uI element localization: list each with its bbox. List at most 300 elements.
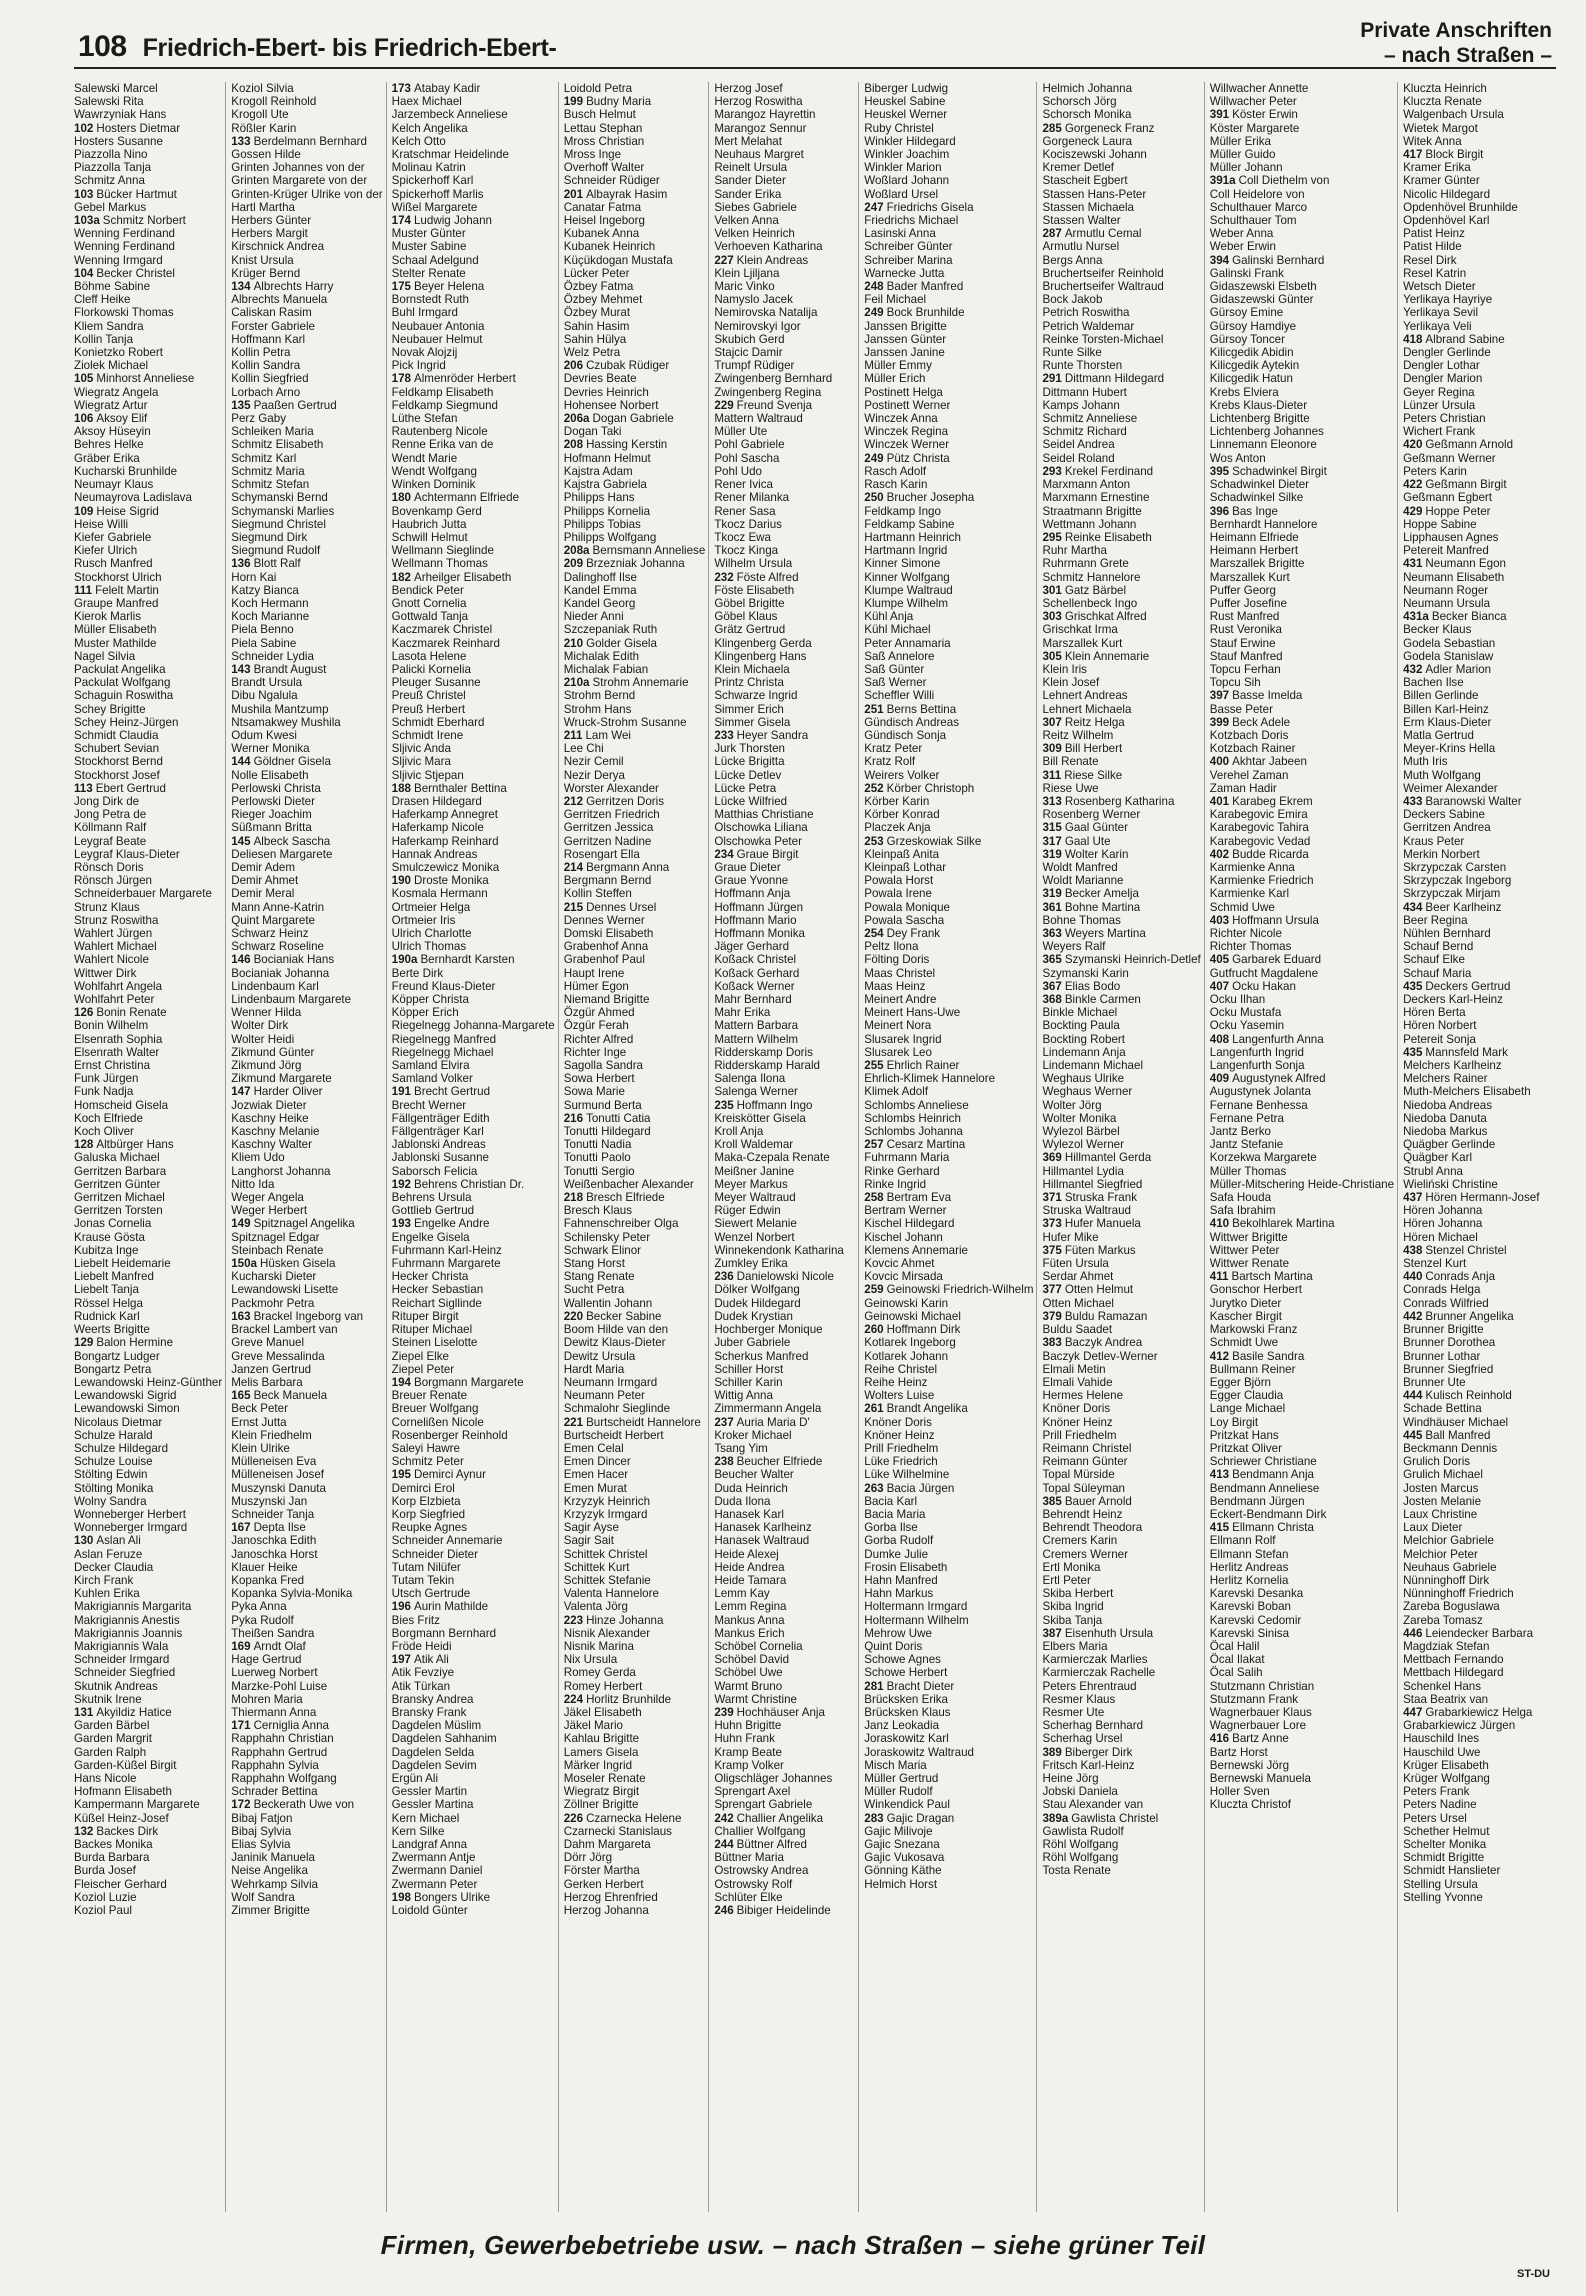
resident-entry: Bill Renate bbox=[1042, 755, 1099, 769]
resident-entry: Billen Gerlinde bbox=[1403, 689, 1479, 703]
house-number: 106 bbox=[74, 412, 94, 426]
resident-name: Hillmantel Gerda bbox=[1064, 1151, 1152, 1165]
resident-entry bbox=[564, 1693, 706, 1706]
resident-name: Dennes Ursel bbox=[586, 900, 657, 914]
resident-entry: Stassen Hans-Peter bbox=[1042, 187, 1147, 201]
resident-entry: Kroll Anja bbox=[714, 1125, 764, 1139]
resident-entry bbox=[864, 1138, 1033, 1151]
resident-entry: Sahin Hasim bbox=[563, 319, 630, 333]
page-number: 108 bbox=[78, 30, 127, 63]
resident-entry: Hillmantel Siegfried bbox=[1042, 1177, 1143, 1191]
resident-entry: Gerritzen Michael bbox=[74, 1191, 165, 1205]
resident-entry: Wendt Marie bbox=[391, 451, 458, 465]
resident-name: Achtermann Elfriede bbox=[413, 491, 520, 505]
resident-name: Schmitz Norbert bbox=[102, 214, 186, 228]
resident-entry: Stauf Manfred bbox=[1209, 649, 1283, 663]
resident-entry bbox=[1042, 835, 1200, 848]
resident-entry: Buhl Irmgard bbox=[391, 306, 459, 320]
house-number: 113 bbox=[74, 781, 93, 795]
resident-entry: Gonschor Herbert bbox=[1209, 1283, 1302, 1297]
resident-entry: Huhn Frank bbox=[714, 1732, 775, 1746]
resident-entry: Winkler Joachim bbox=[864, 148, 950, 162]
resident-entry bbox=[1042, 1627, 1200, 1640]
resident-entry: Pritzkat Oliver bbox=[1209, 1441, 1282, 1455]
resident-entry: Wolter Monika bbox=[1042, 1111, 1117, 1125]
resident-entry: Karabegovic Tahira bbox=[1209, 821, 1309, 835]
resident-entry: Hoffmann Karl bbox=[231, 332, 306, 346]
resident-entry: Helmich Johanna bbox=[1042, 82, 1133, 95]
resident-entry: Lünzer Ursula bbox=[1403, 398, 1476, 412]
resident-entry: Pohl Udo bbox=[714, 464, 763, 478]
resident-entry: Dörr Jörg bbox=[563, 1851, 613, 1865]
resident-entry: Pyka Anna bbox=[231, 1600, 287, 1614]
resident-name: Bücker Hartmut bbox=[96, 187, 177, 201]
resident-entry: Beck Peter bbox=[231, 1402, 288, 1416]
resident-entry bbox=[714, 848, 855, 861]
resident-name: Beck Manuela bbox=[253, 1389, 328, 1403]
resident-entry: Koziol Silvia bbox=[231, 82, 294, 95]
resident-entry: Saß Günter bbox=[864, 662, 925, 676]
resident-entry: Linnemann Eleonore bbox=[1209, 438, 1317, 452]
resident-entry: Bibaj Fatjon bbox=[231, 1811, 293, 1825]
resident-entry: Funk Jürgen bbox=[74, 1072, 139, 1086]
resident-entry: Stelter Renate bbox=[391, 266, 466, 280]
resident-entry: Rapphahn Sylvia bbox=[231, 1758, 319, 1772]
resident-entry: Mert Melahat bbox=[714, 134, 782, 148]
house-number: 199 bbox=[563, 95, 584, 109]
resident-entry: Welz Petra bbox=[563, 346, 621, 360]
resident-entry bbox=[231, 557, 382, 570]
resident-entry: Katzy Bianca bbox=[231, 583, 299, 597]
resident-entry: Grulich Doris bbox=[1403, 1455, 1471, 1469]
resident-name: Golder Gisela bbox=[586, 636, 657, 650]
resident-entry: Schmitz Stefan bbox=[231, 478, 310, 492]
resident-entry: Peters Frank bbox=[1403, 1785, 1470, 1799]
resident-name: Cerniglia Anna bbox=[253, 1719, 329, 1733]
resident-entry: Grabarkiewicz Jürgen bbox=[1403, 1719, 1516, 1733]
resident-entry: Karabegovic Vedad bbox=[1209, 834, 1311, 848]
resident-entry: Utsch Gertrude bbox=[391, 1587, 471, 1601]
resident-entry: Klein Iris bbox=[1042, 662, 1087, 676]
resident-entry: Wolter Dirk bbox=[231, 1019, 289, 1033]
house-number: 417 bbox=[1403, 148, 1423, 162]
resident-entry: Fällgenträger Karl bbox=[391, 1125, 484, 1139]
resident-entry: Pleuger Susanne bbox=[391, 676, 481, 690]
resident-entry: Wahlert Nicole bbox=[74, 953, 149, 967]
resident-entry: Schlombs Johanna bbox=[864, 1125, 963, 1139]
resident-name: Berns Bettina bbox=[886, 702, 957, 716]
house-number: 145 bbox=[231, 834, 251, 848]
resident-entry: Müller Guido bbox=[1209, 148, 1276, 162]
house-number: 293 bbox=[1042, 464, 1062, 478]
resident-entry: Stauf Erwine bbox=[1209, 636, 1276, 650]
house-number: 283 bbox=[864, 1811, 884, 1825]
resident-entry: Schneider Lydia bbox=[231, 649, 314, 663]
resident-entry: Otten Michael bbox=[1042, 1296, 1115, 1310]
resident-entry: Haex Michael bbox=[391, 95, 462, 109]
resident-entry bbox=[1042, 716, 1200, 729]
resident-entry: Kovcic Ahmet bbox=[864, 1257, 935, 1271]
resident-name: Budde Ricarda bbox=[1232, 847, 1309, 861]
house-number: 167 bbox=[231, 1521, 251, 1535]
resident-entry: Rener Milanka bbox=[714, 491, 790, 505]
house-number: 221 bbox=[563, 1415, 584, 1429]
resident-entry bbox=[1042, 650, 1200, 663]
house-number: 147 bbox=[231, 1085, 251, 1099]
resident-entry: Fuhrmann Karl-Heinz bbox=[391, 1243, 502, 1257]
resident-entry: Neumann Roger bbox=[1403, 583, 1489, 597]
resident-name: Pütz Christa bbox=[886, 451, 950, 465]
resident-entry: Kreiskötter Gisela bbox=[714, 1111, 806, 1125]
resident-entry: Spickerhoff Marlis bbox=[391, 187, 484, 201]
resident-name: Buldu Ramazan bbox=[1064, 1309, 1148, 1323]
resident-entry: Prill Friedhelm bbox=[864, 1441, 939, 1455]
resident-entry: Lücker Peter bbox=[563, 266, 630, 280]
resident-entry: Schöbel David bbox=[714, 1653, 790, 1667]
house-number: 197 bbox=[391, 1653, 411, 1667]
resident-entry: Özbey Murat bbox=[563, 306, 631, 320]
house-number: 387 bbox=[1042, 1626, 1062, 1640]
resident-entry: Slusarek Ingrid bbox=[864, 1032, 942, 1046]
house-number: 389 bbox=[1042, 1745, 1062, 1759]
resident-entry: Overhoff Walter bbox=[563, 161, 645, 175]
resident-entry: Ziolek Michael bbox=[74, 359, 149, 373]
resident-entry: Winkler Hildegard bbox=[864, 134, 956, 148]
resident-entry: Scheffler Willi bbox=[864, 689, 935, 703]
resident-entry: Meyer Markus bbox=[714, 1177, 788, 1191]
resident-entry: Schmitz Maria bbox=[231, 464, 305, 478]
resident-entry: Mross Inge bbox=[563, 148, 622, 162]
resident-entry: Hanasek Karl bbox=[714, 1507, 784, 1521]
resident-entry: Thiermann Anna bbox=[231, 1705, 317, 1719]
resident-entry: Koziol Paul bbox=[74, 1904, 133, 1918]
resident-entry: Haubrich Jutta bbox=[391, 517, 467, 531]
resident-entry: Rituper Birgit bbox=[391, 1309, 459, 1323]
house-number: 400 bbox=[1209, 755, 1230, 769]
resident-entry: Köpper Erich bbox=[391, 1006, 459, 1020]
resident-entry: Wehrkamp Silvia bbox=[231, 1877, 318, 1891]
house-number: 232 bbox=[714, 570, 734, 584]
resident-entry: Garden Bärbel bbox=[74, 1719, 150, 1733]
resident-entry: Packulat Wolfgang bbox=[74, 676, 171, 690]
resident-entry: Schmid Uwe bbox=[1209, 900, 1275, 914]
resident-entry: Canatar Fatma bbox=[563, 200, 642, 214]
house-number: 210 bbox=[563, 636, 584, 650]
resident-name: Bekolhlarek Martina bbox=[1232, 1217, 1335, 1231]
house-number: 254 bbox=[864, 927, 884, 940]
house-number: 301 bbox=[1042, 583, 1062, 597]
resident-entry: Fritsch Karl-Heinz bbox=[1042, 1758, 1135, 1772]
resident-entry: Dengler Gerlinde bbox=[1403, 346, 1491, 360]
house-number: 233 bbox=[714, 728, 734, 742]
resident-entry: Ellmann Rolf bbox=[1209, 1534, 1276, 1548]
resident-entry: Lemm Kay bbox=[714, 1587, 770, 1601]
resident-entry bbox=[1042, 821, 1200, 834]
resident-entry: Kierok Marlis bbox=[74, 610, 141, 624]
resident-entry: Schmitz Karl bbox=[231, 451, 297, 465]
resident-name: Albayrak Hasim bbox=[586, 187, 668, 201]
resident-entry: Neubauer Antonia bbox=[391, 319, 485, 333]
resident-entry: Marszallek Kurt bbox=[1209, 570, 1290, 584]
resident-entry bbox=[864, 1191, 1033, 1204]
resident-entry: Dengler Marion bbox=[1403, 372, 1483, 386]
resident-entry: Schenkel Hans bbox=[1403, 1679, 1482, 1693]
house-number: 253 bbox=[864, 834, 884, 848]
house-number: 258 bbox=[864, 1191, 884, 1205]
resident-entry: Schey Brigitte bbox=[74, 702, 146, 716]
resident-entry bbox=[1403, 1244, 1544, 1257]
resident-entry: Karmierczak Rachelle bbox=[1042, 1666, 1156, 1680]
resident-entry: Heimann Elfriede bbox=[1209, 530, 1299, 544]
resident-entry: Jurytko Dieter bbox=[1209, 1296, 1282, 1310]
resident-entry: Valenta Jörg bbox=[563, 1600, 628, 1614]
resident-entry: Neumann Irmgard bbox=[563, 1375, 658, 1389]
house-number: 410 bbox=[1209, 1217, 1230, 1231]
resident-entry: Riegelnegg Michael bbox=[391, 1045, 494, 1059]
resident-name: Ludwig Johann bbox=[413, 214, 492, 228]
resident-entry: Langenfurth Ingrid bbox=[1209, 1045, 1304, 1059]
resident-name: Ellmann Christa bbox=[1232, 1521, 1314, 1535]
resident-entry: Neuhaus Gabriele bbox=[1403, 1560, 1497, 1574]
resident-entry: Loy Birgit bbox=[1209, 1415, 1259, 1429]
resident-entry: Spickerhoff Karl bbox=[391, 174, 474, 188]
resident-entry: Peters Ursel bbox=[1403, 1811, 1467, 1825]
resident-entry: Liebelt Tanja bbox=[74, 1283, 139, 1297]
resident-entry bbox=[392, 1600, 555, 1613]
resident-entry: Brücksken Klaus bbox=[864, 1705, 951, 1719]
resident-entry: Lücke Wilfried bbox=[714, 794, 788, 808]
resident-entry: Bernewski Jörg bbox=[1209, 1758, 1290, 1772]
house-number: 111 bbox=[74, 583, 93, 597]
resident-entry bbox=[1210, 1350, 1394, 1363]
house-number: 201 bbox=[563, 187, 584, 201]
resident-entry: Nünninghoff Dirk bbox=[1403, 1573, 1490, 1587]
resident-entry: Janzen Gertrud bbox=[231, 1362, 312, 1376]
resident-entry: Fahnenschreiber Olga bbox=[563, 1217, 679, 1231]
resident-entry: Kinner Simone bbox=[864, 557, 941, 571]
resident-entry: Kilicgedik Hatun bbox=[1209, 372, 1293, 386]
resident-name: Grzeskowiak Silke bbox=[886, 834, 982, 848]
house-number: 431 bbox=[1403, 557, 1423, 571]
resident-entry bbox=[564, 188, 706, 201]
house-number: 396 bbox=[1209, 504, 1230, 518]
resident-entry: Ernst Christina bbox=[74, 1059, 151, 1073]
resident-entry bbox=[1210, 980, 1394, 993]
resident-entry: Jong Petra de bbox=[74, 808, 147, 822]
house-number: 209 bbox=[563, 557, 584, 571]
house-number: 260 bbox=[864, 1323, 884, 1337]
resident-entry: Elbers Maria bbox=[1042, 1639, 1108, 1653]
resident-entry: Riegelnegg Johanna-Margarete bbox=[391, 1019, 555, 1033]
house-number: 319 bbox=[1042, 887, 1062, 901]
resident-name: Augustynek Alfred bbox=[1232, 1072, 1326, 1086]
resident-entry: Bockting Robert bbox=[1042, 1032, 1125, 1046]
resident-entry: Koch Elfriede bbox=[74, 1111, 143, 1125]
resident-entry: Körber Konrad bbox=[864, 808, 940, 822]
resident-entry: Stenzel Kurt bbox=[1403, 1257, 1467, 1271]
resident-entry bbox=[864, 782, 1033, 795]
house-number: 109 bbox=[74, 504, 94, 518]
house-number: 375 bbox=[1042, 1243, 1062, 1257]
resident-entry: Koßack Christel bbox=[714, 953, 797, 967]
resident-entry: Sowa Marie bbox=[563, 1085, 625, 1099]
resident-entry bbox=[1042, 372, 1200, 385]
resident-entry: Gürsoy Toncer bbox=[1209, 332, 1285, 346]
resident-entry: Fuhrmann Maria bbox=[864, 1151, 950, 1165]
resident-entry: Rößler Karin bbox=[231, 121, 297, 135]
resident-entry: Quint Doris bbox=[864, 1639, 923, 1653]
resident-entry: Winczek Anna bbox=[864, 412, 938, 426]
resident-entry: Coll Heidelore von bbox=[1209, 187, 1305, 201]
resident-entry: Schauf Maria bbox=[1403, 966, 1472, 980]
resident-entry: Siegmund Christel bbox=[231, 517, 326, 531]
resident-entry bbox=[1403, 1429, 1544, 1442]
house-number: 403 bbox=[1209, 913, 1230, 927]
resident-entry: Kelch Angelika bbox=[391, 121, 468, 135]
resident-entry: Powala Horst bbox=[864, 874, 934, 888]
house-number: 440 bbox=[1403, 1270, 1423, 1284]
resident-entry: Scherhag Bernhard bbox=[1042, 1719, 1144, 1733]
resident-name: Hufer Manuela bbox=[1064, 1217, 1141, 1231]
resident-entry: Preuß Herbert bbox=[391, 702, 466, 716]
resident-entry: Jablonski Andreas bbox=[391, 1138, 486, 1152]
resident-entry: Gutfrucht Magdalene bbox=[1209, 966, 1319, 980]
resident-entry: Dagdelen Sevim bbox=[391, 1758, 477, 1772]
house-number: 287 bbox=[1042, 227, 1062, 241]
resident-entry: Hauschild Ines bbox=[1403, 1732, 1480, 1746]
resident-entry: Gerritzen Günter bbox=[74, 1177, 161, 1191]
house-number: 220 bbox=[563, 1309, 584, 1323]
resident-entry bbox=[74, 505, 222, 518]
resident-entry: Gossen Hilde bbox=[231, 148, 301, 162]
resident-entry: Meißner Janine bbox=[714, 1164, 795, 1178]
resident-entry bbox=[564, 1812, 706, 1825]
resident-entry: Krzyzyk Irmgard bbox=[563, 1507, 648, 1521]
resident-entry: Ertl Monika bbox=[1042, 1560, 1101, 1574]
resident-entry: Füten Ursula bbox=[1042, 1257, 1109, 1271]
resident-entry: Hören Johanna bbox=[1403, 1217, 1483, 1231]
resident-entry: Piela Sabine bbox=[231, 636, 297, 650]
resident-entry: Gidaszewski Elsbeth bbox=[1209, 280, 1317, 294]
resident-entry bbox=[1210, 108, 1394, 121]
resident-entry: Kaschny Walter bbox=[231, 1138, 312, 1152]
resident-entry: Quint Margarete bbox=[231, 913, 315, 927]
resident-name: Conrads Anja bbox=[1425, 1270, 1496, 1284]
resident-entry: Conrads Helga bbox=[1403, 1283, 1481, 1297]
resident-entry: Deckers Sabine bbox=[1403, 808, 1485, 822]
house-number: 165 bbox=[231, 1389, 251, 1403]
resident-entry: Marxmann Anton bbox=[1042, 478, 1131, 492]
resident-entry: Klumpe Wilhelm bbox=[864, 596, 949, 610]
house-number: 411 bbox=[1209, 1270, 1229, 1284]
resident-entry: Weißenbacher Alexander bbox=[563, 1177, 694, 1191]
resident-entry: Müller Erika bbox=[1209, 134, 1271, 148]
resident-entry: Schulze Louise bbox=[74, 1455, 153, 1469]
house-number: 136 bbox=[231, 557, 251, 571]
resident-entry: Piazzolla Nino bbox=[74, 148, 148, 162]
resident-entry: Kotzbach Doris bbox=[1209, 728, 1289, 742]
resident-entry: Brecht Werner bbox=[391, 1098, 467, 1112]
resident-entry: Elias Sylvia bbox=[231, 1838, 291, 1852]
resident-entry: Fuhrmann Margarete bbox=[391, 1257, 501, 1271]
resident-entry: Yerlikaya Sevil bbox=[1403, 306, 1479, 320]
resident-entry bbox=[392, 1085, 555, 1098]
house-number: 105 bbox=[74, 372, 94, 386]
resident-entry: Marszallek Brigitte bbox=[1209, 557, 1305, 571]
resident-entry: Melchior Gabriele bbox=[1403, 1534, 1494, 1548]
resident-entry: Winczek Regina bbox=[864, 425, 949, 439]
resident-entry: Hören Johanna bbox=[1403, 1204, 1483, 1218]
resident-entry: Schauf Elke bbox=[1403, 953, 1465, 967]
house-number: 128 bbox=[74, 1138, 94, 1152]
house-number: 250 bbox=[864, 491, 884, 505]
resident-entry: Janssen Janine bbox=[864, 346, 945, 360]
resident-entry bbox=[1210, 174, 1394, 187]
resident-entry bbox=[714, 1904, 855, 1917]
resident-entry: Schilensky Peter bbox=[563, 1230, 651, 1244]
resident-entry: Kleinpaß Lothar bbox=[864, 860, 947, 874]
resident-entry: Maas Christel bbox=[864, 966, 936, 980]
resident-entry: Janssen Günter bbox=[864, 332, 947, 346]
resident-entry: Gnott Cornelia bbox=[391, 596, 467, 610]
resident-entry bbox=[392, 953, 555, 966]
resident-name: Strohm Annemarie bbox=[592, 676, 689, 690]
resident-entry: Tonutti Nadia bbox=[563, 1138, 632, 1152]
resident-name: Struska Frank bbox=[1064, 1191, 1137, 1205]
house-number: 313 bbox=[1042, 794, 1062, 808]
resident-entry: Klemens Annemarie bbox=[864, 1243, 969, 1257]
resident-entry bbox=[74, 1138, 222, 1151]
house-number: 191 bbox=[391, 1085, 411, 1099]
resident-name: Geßmann Birgit bbox=[1425, 478, 1507, 492]
resident-entry: Wohlfahrt Peter bbox=[74, 993, 155, 1007]
resident-entry: Packmohr Petra bbox=[231, 1296, 315, 1310]
resident-entry: Runte Thorsten bbox=[1042, 359, 1123, 373]
resident-name: Ball Manfred bbox=[1425, 1428, 1491, 1442]
resident-entry: Klimek Adolf bbox=[864, 1085, 929, 1099]
resident-entry bbox=[864, 1283, 1033, 1296]
resident-name: Gaal Ute bbox=[1064, 834, 1111, 848]
resident-name: Brunner Angelika bbox=[1425, 1309, 1514, 1323]
house-number: 178 bbox=[391, 372, 411, 386]
resident-entry: Gönning Käthe bbox=[864, 1864, 942, 1878]
resident-name: Friedrichs Gisela bbox=[886, 200, 974, 214]
resident-entry bbox=[564, 544, 706, 557]
resident-entry: Lewandowski Sigrid bbox=[74, 1389, 177, 1403]
house-number: 434 bbox=[1403, 900, 1423, 914]
house-number: 149 bbox=[231, 1217, 251, 1231]
resident-entry: Zikmund Jörg bbox=[231, 1059, 302, 1073]
resident-entry bbox=[1403, 795, 1544, 808]
resident-entry: Klein Friedhelm bbox=[231, 1428, 312, 1442]
resident-entry: Pohl Sascha bbox=[714, 451, 780, 465]
house-number: 104 bbox=[74, 266, 94, 280]
resident-entry bbox=[1042, 584, 1200, 597]
resident-entry bbox=[74, 267, 222, 280]
house-number: 295 bbox=[1042, 530, 1062, 544]
section-subtitle: – nach Straßen – bbox=[1383, 44, 1552, 67]
resident-entry: Piazzolla Tanja bbox=[74, 161, 152, 175]
resident-entry: Helmich Horst bbox=[864, 1877, 938, 1891]
resident-entry: Lücke Detlev bbox=[714, 768, 782, 782]
resident-entry: Dagdelen Müslim bbox=[391, 1719, 482, 1733]
resident-entry: Wolters Luise bbox=[864, 1389, 935, 1403]
resident-name: Becker Sabine bbox=[586, 1309, 662, 1323]
resident-entry bbox=[714, 1706, 855, 1719]
resident-entry: Hoppe Sabine bbox=[1403, 517, 1477, 531]
resident-entry: Kopanka Sylvia-Monika bbox=[231, 1587, 353, 1601]
resident-entry bbox=[564, 729, 706, 742]
